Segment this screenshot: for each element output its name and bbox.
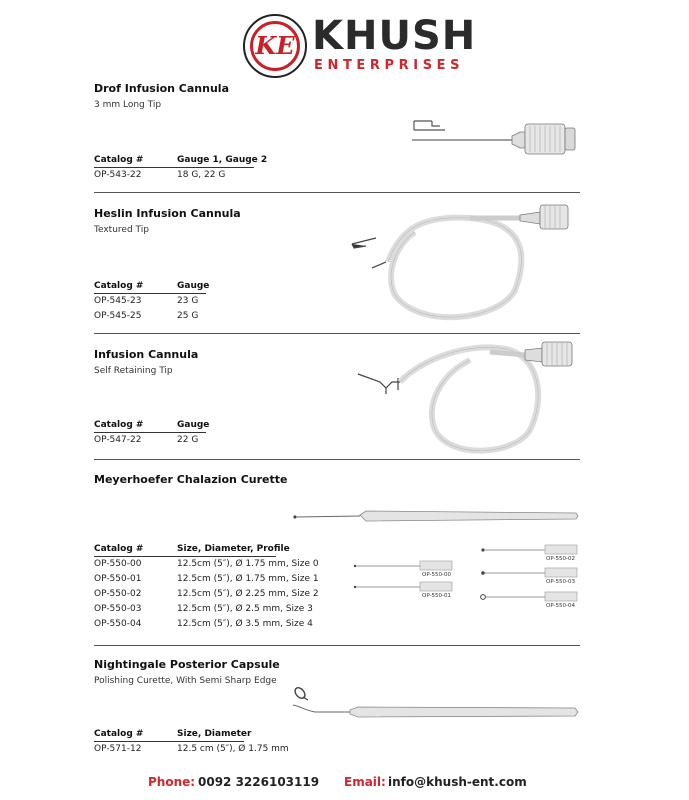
section-subtitle: Self Retaining Tip xyxy=(94,366,173,376)
image-label: OP-550-00 xyxy=(422,572,451,578)
catalog-code: OP-550-02 xyxy=(94,589,142,599)
header-underline xyxy=(94,556,276,557)
catalog-header: Catalog # xyxy=(94,281,144,291)
spec-value: 12.5cm (5″), Ø 1.75 mm, Size 0 xyxy=(177,559,319,569)
header-underline xyxy=(94,432,206,433)
spec-header: Size, Diameter, Profile xyxy=(177,544,290,554)
section-title: Nightingale Posterior Capsule xyxy=(94,658,280,671)
spec-header: Gauge 1, Gauge 2 xyxy=(177,155,268,165)
spec-value: 12.5cm (5″), Ø 2.25 mm, Size 2 xyxy=(177,589,319,599)
section-divider xyxy=(94,459,580,460)
section-subtitle: Textured Tip xyxy=(94,225,149,235)
curette-op-550-01-image xyxy=(354,582,452,591)
brand-subtitle: ENTERPRISES xyxy=(314,58,465,73)
image-label: OP-550-02 xyxy=(546,556,575,562)
catalog-code: OP-547-22 xyxy=(94,435,142,445)
section-title: Drof Infusion Cannula xyxy=(94,82,229,95)
spec-value: 18 G, 22 G xyxy=(177,170,226,180)
phone-label: Phone: xyxy=(148,775,196,789)
spec-value: 22 G xyxy=(177,435,199,445)
header-underline xyxy=(94,741,244,742)
drof-cannula-image xyxy=(412,121,575,154)
catalog-header: Catalog # xyxy=(94,420,144,430)
email-label: Email: xyxy=(344,775,386,789)
curette-op-550-04-image xyxy=(481,592,577,601)
header-underline xyxy=(94,293,206,294)
email-address[interactable]: info@khush-ent.com xyxy=(388,775,527,789)
section-title: Infusion Cannula xyxy=(94,348,199,361)
section-divider xyxy=(94,192,580,193)
spec-value: 12.5 cm (5″), Ø 1.75 mm xyxy=(177,744,289,754)
image-label: OP-550-03 xyxy=(546,579,575,585)
brand-name: KHUSH xyxy=(312,13,477,59)
curette-op-550-00-image xyxy=(354,561,452,570)
spec-header: Size, Diameter xyxy=(177,729,252,739)
section-subtitle: 3 mm Long Tip xyxy=(94,100,162,110)
spec-value: 25 G xyxy=(177,311,199,321)
spec-value: 12.5cm (5″), Ø 2.5 mm, Size 3 xyxy=(177,604,313,614)
catalog-code: OP-545-23 xyxy=(94,296,142,306)
catalog-code: OP-571-12 xyxy=(94,744,142,754)
image-label: OP-550-01 xyxy=(422,593,451,599)
catalog-header: Catalog # xyxy=(94,729,144,739)
phone-number[interactable]: 0092 3226103119 xyxy=(198,775,320,789)
spec-value: 23 G xyxy=(177,296,199,306)
heslin-cannula-image xyxy=(352,205,568,317)
spec-header: Gauge xyxy=(177,281,210,291)
curette-op-550-03-image xyxy=(481,568,577,577)
curette-op-550-02-image xyxy=(481,545,577,554)
catalog-code: OP-550-00 xyxy=(94,559,142,569)
section-title: Heslin Infusion Cannula xyxy=(94,207,241,220)
nightingale-curette-image xyxy=(293,686,578,717)
spec-header: Gauge xyxy=(177,420,210,430)
infusion-cannula-image xyxy=(358,342,572,451)
catalog-code: OP-545-25 xyxy=(94,311,142,321)
catalog-header: Catalog # xyxy=(94,544,144,554)
section-divider xyxy=(94,645,580,646)
section-subtitle: Polishing Curette, With Semi Sharp Edge xyxy=(94,676,277,686)
catalog-header: Catalog # xyxy=(94,155,144,165)
catalog-code: OP-550-01 xyxy=(94,574,142,584)
meyerhoefer-curette-image xyxy=(293,511,578,521)
section-title: Meyerhoefer Chalazion Curette xyxy=(94,473,288,486)
catalog-code: OP-550-04 xyxy=(94,619,142,629)
spec-value: 12.5cm (5″), Ø 3.5 mm, Size 4 xyxy=(177,619,313,629)
section-divider xyxy=(94,333,580,334)
catalog-code: OP-543-22 xyxy=(94,170,142,180)
image-label: OP-550-04 xyxy=(546,603,575,609)
spec-value: 12.5cm (5″), Ø 1.75 mm, Size 1 xyxy=(177,574,319,584)
logo-mark: KE xyxy=(250,21,300,71)
catalog-code: OP-550-03 xyxy=(94,604,142,614)
